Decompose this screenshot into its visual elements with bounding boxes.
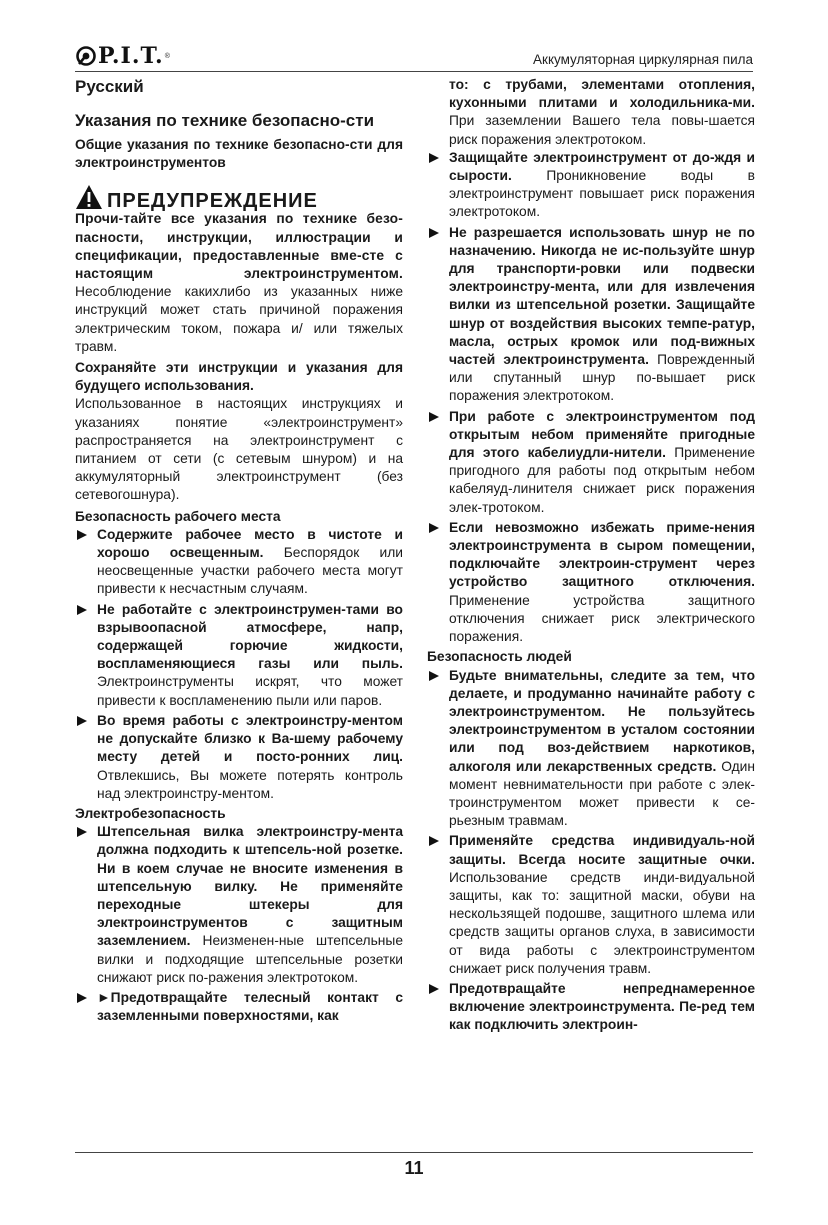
list-item bbox=[427, 149, 755, 222]
list-item bbox=[427, 224, 755, 406]
arrow-bullet-icon bbox=[77, 530, 87, 540]
list-item bbox=[427, 519, 755, 646]
list-item bbox=[75, 601, 403, 710]
warning-text: Несоблюдение какихлибо из указанных ниже инструкций может стать причиной поражения электрическим током, пожара и/ или тяжелых травм. bbox=[75, 284, 403, 354]
arrow-bullet-icon bbox=[429, 984, 439, 994]
general-safety-title: Общие указания по технике безопасно-сти для электроинструментов bbox=[75, 137, 403, 171]
item-text: Электроинструменты искрят, что может привести к воспламенению пыли или паров. bbox=[97, 674, 403, 708]
item-text: Поврежденный или спутанный шнур по-вышает риск поражения электротоком. bbox=[449, 352, 755, 404]
list-item bbox=[75, 712, 403, 803]
right-column bbox=[427, 76, 755, 1037]
item-text: Беспорядок или неосвещенные участки рабочего места могут привести к несчастным случаям. bbox=[97, 545, 403, 597]
list-item bbox=[427, 980, 755, 1035]
workplace-list bbox=[75, 526, 403, 803]
registered-mark: ® bbox=[164, 52, 170, 60]
item-text: Отвлекшись, Вы можете потерять контроль над электроинстру-ментом. bbox=[97, 767, 403, 801]
electric-list-continued bbox=[427, 149, 755, 646]
item-bold: Защищайте электроинструмент от до-ждя и сырости. bbox=[449, 149, 755, 184]
item-bold: Во время работы с электроинстру-ментом не допускайте близко к Ва-шему рабочему месту детей и посто-ронних лиц. bbox=[97, 712, 403, 765]
item-bold: Будьте внимательны, следите за тем, что делаете, и продуманно начинайте работу с электроинструментом. Не пользуйтесь электроинструментом в усталом состоянии или под воз-действием наркотиков, алкоголя или лекарственных средств. bbox=[449, 667, 755, 774]
list-item bbox=[75, 989, 403, 1025]
warning-bold-text: Прочи-тайте все указания по технике безо-пасности, инструкции, иллюстрации и спецификации, предоставленные вме-сте с настоящим электроинструментом. bbox=[75, 211, 403, 282]
item-bold: При работе с электроинструментом под открытым небом применяйте пригодные для этого кабелиудли-нители. bbox=[449, 408, 755, 461]
brand-logo bbox=[75, 40, 170, 72]
left-column bbox=[75, 76, 403, 1027]
item-bold: Содержите рабочее место в чистоте и хорошо освещенным. bbox=[97, 526, 403, 561]
item-text: Неизменен-ные штепсельные вилки и подходящие штепсельные розетки снижают риск по-ражения электротоком. bbox=[97, 933, 403, 985]
list-item bbox=[75, 526, 403, 599]
item-bold: Предотвращайте непреднамеренное включение электроинструмента. Пе-ред тем как подключить электроин- bbox=[449, 980, 755, 1033]
language-label: Русский bbox=[75, 77, 144, 96]
warning-block bbox=[75, 180, 403, 356]
item-text: Использование средств инди-видуальной защиты, как то: защитной маски, обуви на нескользящей подошве, защитного шлема или средств защиты органов слуха, в зависимости от вида работы с электроинструментом снижает риск получения травм. bbox=[449, 869, 755, 976]
arrow-bullet-icon bbox=[429, 153, 439, 163]
term-paragraph: Использованное в настоящих инструкциях и указаниях понятие «электроинструмент» распространяется на электроинструмент с питанием от сети (с сетевым шнуром) и на аккумуляторный электроинструмент (без сетевогошнура). bbox=[75, 396, 403, 503]
warning-word: ПРЕДУПРЕЖДЕНИЕ bbox=[107, 190, 318, 213]
page-number: 11 bbox=[404, 1158, 424, 1178]
arrow-bullet-icon bbox=[429, 228, 439, 238]
header-divider bbox=[75, 71, 753, 72]
arrow-bullet-icon bbox=[77, 716, 87, 726]
electric-safety-title: Электробезопасность bbox=[75, 805, 226, 821]
footer-divider bbox=[75, 1152, 753, 1153]
continued-bold: то: с трубами, элементами отопления, кухонными плитами и холодильника-ми. bbox=[449, 77, 755, 111]
item-bold: Применяйте средства индивидуаль-ной защиты. Всегда носите защитные очки. bbox=[449, 833, 755, 867]
item-bold: Не разрешается использовать шнур не по назначению. Никогда не ис-пользуйте шнур для транспорти-ровки или подвески электроинстру-мента, или для извлечения вилки из штепсельной розетки. Защищайте шнур от воздействия высоких темпе-ратур, масла, острых кромок или под-вижных частей электроинструмента. bbox=[449, 224, 755, 368]
item-text: Применение пригодного для работы под открытым небом кабеляуд-линителя снижает риск поражения элек-тротоком. bbox=[449, 445, 755, 515]
save-instructions-title: Сохраняйте эти инструкции и указания для будущего использования. bbox=[75, 360, 403, 394]
arrow-bullet-icon bbox=[429, 671, 439, 681]
people-list bbox=[427, 667, 755, 1035]
item-text: Применение устройства защитного отключения снижает риск электрического поражения. bbox=[449, 592, 755, 645]
item-text: Один момент невнимательности при работе с элек-троинструментом может привести к се-рьезным травмам. bbox=[449, 758, 755, 829]
arrow-bullet-icon bbox=[77, 605, 87, 615]
item-bold: Не работайте с электроинструмен-тами во взрывоопасной атмосфере, напр, содержащей горючие жидкости, воспламеняющиеся газы или пыль. bbox=[97, 601, 403, 672]
section-title: Указания по технике безопасно-сти bbox=[75, 111, 375, 130]
continued-text: При заземлении Вашего тела повы-шается риск поражения электротоком. bbox=[449, 113, 755, 147]
list-item bbox=[427, 667, 755, 831]
electric-list bbox=[75, 823, 403, 1025]
item-bold: Штепсельная вилка электроинстру-мента должна подходить к штепсель-ной розетке. Ни в коем случае не вносите изменения в штепсельную вилку. Не применяйте переходные штекеры для электроинструментов с защитным заземлением. bbox=[97, 824, 403, 949]
pit-logo-icon bbox=[75, 45, 97, 67]
brand-name: P.I.T. bbox=[98, 43, 164, 69]
arrow-bullet-icon bbox=[429, 412, 439, 422]
workplace-title: Безопасность рабочего места bbox=[75, 508, 281, 524]
item-bold: ►Предотвращайте телесный контакт с заземленными поверхностями, как bbox=[97, 989, 403, 1024]
warning-triangle-icon bbox=[75, 184, 103, 210]
list-item bbox=[427, 408, 755, 517]
list-item bbox=[75, 823, 403, 987]
arrow-bullet-icon bbox=[429, 523, 439, 533]
people-safety-title: Безопасность людей bbox=[427, 649, 572, 665]
item-bold: Если невозможно избежать приме-нения электроинструмента в сыром помещении, подключайте электроин-струмент через устройство защитного отключения. bbox=[449, 519, 755, 590]
item-text: Проникновение воды в электроинструмент повышает риск поражения электротоком. bbox=[449, 168, 755, 220]
list-item bbox=[427, 832, 755, 978]
arrow-bullet-icon bbox=[77, 827, 87, 837]
document-title: Аккумуляторная циркулярная пила bbox=[533, 52, 753, 67]
arrow-bullet-icon bbox=[77, 993, 87, 1003]
arrow-bullet-icon bbox=[429, 836, 439, 846]
